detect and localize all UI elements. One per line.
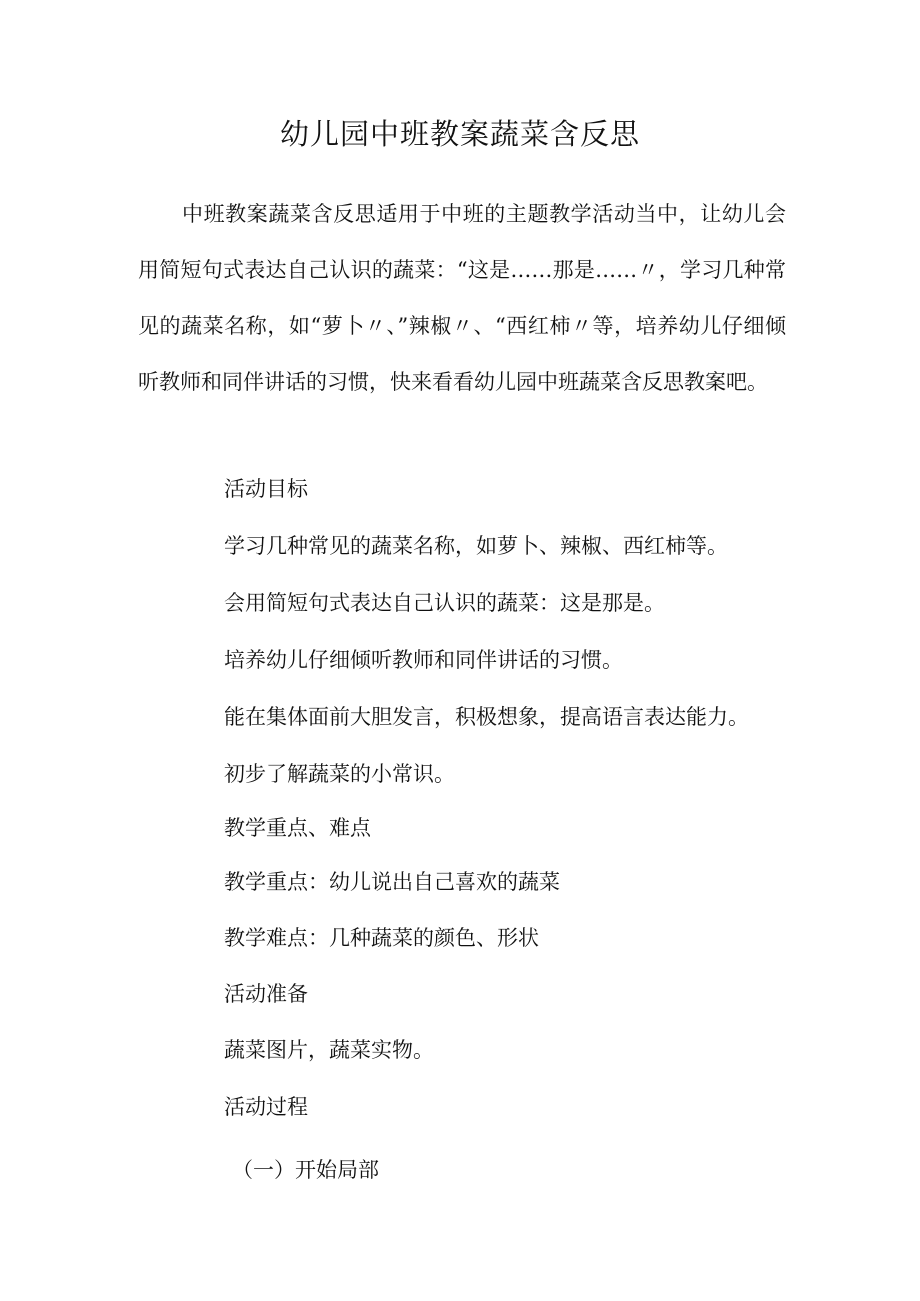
goal-item-4: 能在集体面前大胆发言，积极想象，提高语言表达能力。 — [224, 705, 749, 729]
section-heading-preparation: 活动准备 — [224, 982, 308, 1006]
section-heading-process: 活动过程 — [224, 1095, 308, 1119]
key-point-text: 教学重点：幼儿说出自己喜欢的蔬菜 — [224, 870, 560, 894]
process-step-1-heading: （一）开始局部 — [232, 1158, 379, 1182]
goal-item-3: 培养幼儿仔细倾听教师和同伴讲话的习惯。 — [224, 648, 623, 672]
document-title: 幼儿园中班教案蔬菜含反思 — [279, 117, 640, 151]
difficulty-text: 教学难点：几种蔬菜的颜色、形状 — [224, 926, 539, 950]
section-heading-activity-goals: 活动目标 — [224, 477, 308, 501]
preparation-text: 蔬菜图片，蔬菜实物。 — [224, 1038, 434, 1062]
section-heading-key-points: 教学重点、难点 — [224, 816, 371, 840]
goal-item-1: 学习几种常见的蔬菜名称，如萝卜、辣椒、西红柿等。 — [224, 534, 728, 558]
goal-item-5: 初步了解蔬菜的小常识。 — [224, 762, 455, 786]
goal-item-2: 会用简短句式表达自己认识的蔬菜：这是那是。 — [224, 591, 665, 615]
intro-paragraph: 中班教案蔬菜含反思适用于中班的主题教学活动当中，让幼儿会用简短句式表达自己认识的蔬菜：“这是……那是……〃，学习几种常见的蔬菜名称，如“萝卜〃、”辣椒〃、“西红柿〃等，培养幼儿仔细倾听教师和同伴讲话的习惯，快来看看幼儿园中班蔬菜含反思教案吧。 — [138, 202, 786, 394]
